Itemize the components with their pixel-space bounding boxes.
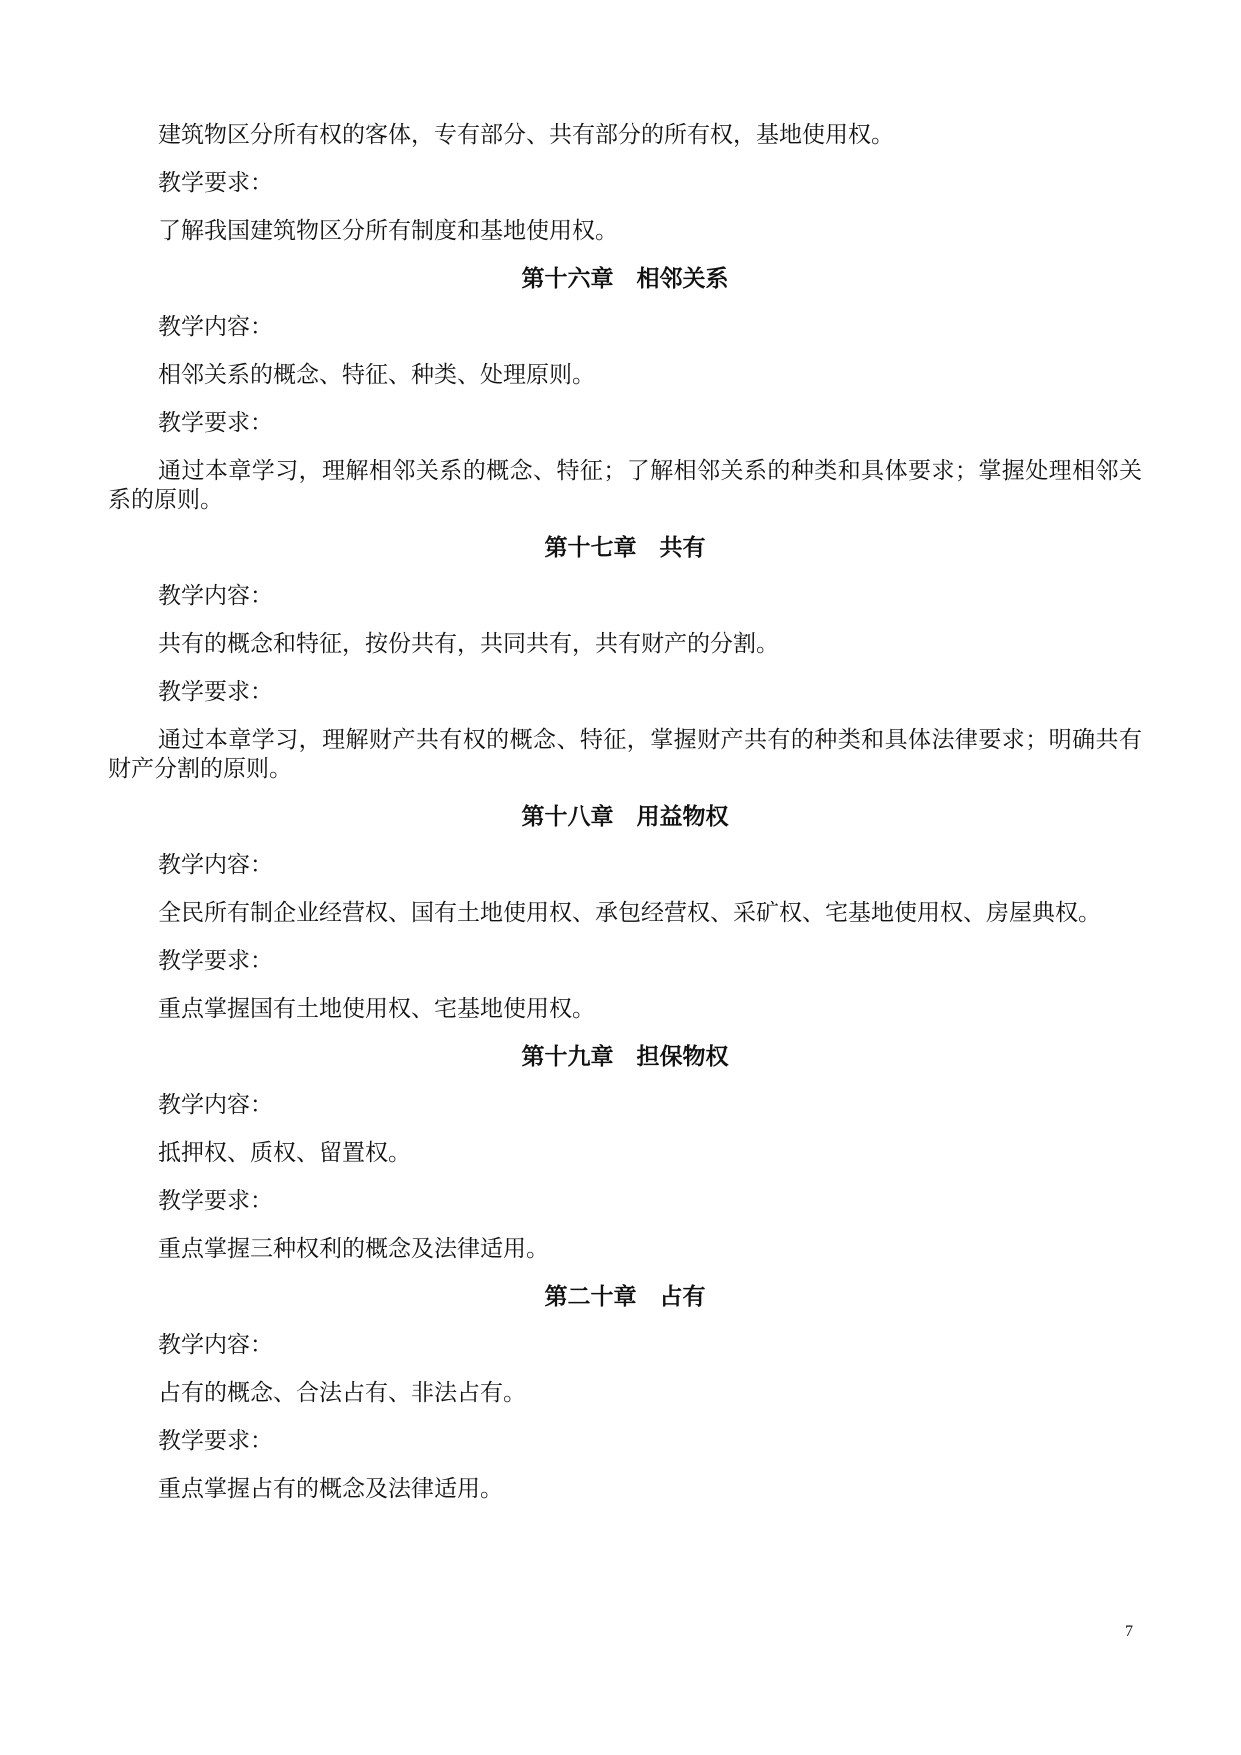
chapter-heading-19: 第十九章 担保物权 [521,1044,729,1070]
text-line: 共有的概念和特征，按份共有，共同共有，共有财产的分割。 [158,631,779,657]
section-label: 教学内容： [158,852,273,878]
text-line: 了解我国建筑物区分所有制度和基地使用权。 [158,218,618,244]
paragraph: 通过本章学习，理解财产共有权的概念、特征，掌握财产共有的种类和具体法律要求；明确共有财产分割的原则。 [108,727,1142,782]
chapter-heading-17: 第十七章 共有 [544,535,706,561]
page-number: 7 [1125,1623,1133,1640]
text-line: 建筑物区分所有权的客体，专有部分、共有部分的所有权，基地使用权。 [158,122,894,148]
text-line: 相邻关系的概念、特征、种类、处理原则。 [158,362,595,388]
section-label: 教学要求： [158,679,273,705]
paragraph: 通过本章学习，理解相邻关系的概念、特征；了解相邻关系的种类和具体要求；掌握处理相邻关系的原则。 [108,458,1142,513]
section-label: 教学要求： [158,1188,273,1214]
section-label: 教学内容： [158,1092,273,1118]
chapter-heading-20: 第二十章 占有 [544,1284,706,1310]
chapter-heading-18: 第十八章 用益物权 [521,804,729,830]
text-line: 重点掌握三种权利的概念及法律适用。 [158,1236,549,1262]
text-line: 抵押权、质权、留置权。 [158,1140,411,1166]
section-label: 教学要求： [158,170,273,196]
section-label: 教学内容： [158,583,273,609]
text-line: 重点掌握国有土地使用权、宅基地使用权。 [158,996,595,1022]
text-line: 占有的概念、合法占有、非法占有。 [158,1380,526,1406]
section-label: 教学要求： [158,410,273,436]
paragraph: 全民所有制企业经营权、国有土地使用权、承包经营权、采矿权、宅基地使用权、房屋典权。 [158,900,1101,926]
page-content [108,121,1142,1523]
section-label: 教学内容： [158,1332,273,1358]
section-label: 教学要求： [158,1428,273,1454]
chapter-heading-16: 第十六章 相邻关系 [521,266,729,292]
section-label: 教学内容： [158,314,273,340]
text-line: 重点掌握占有的概念及法律适用。 [158,1476,503,1502]
section-label: 教学要求： [158,948,273,974]
